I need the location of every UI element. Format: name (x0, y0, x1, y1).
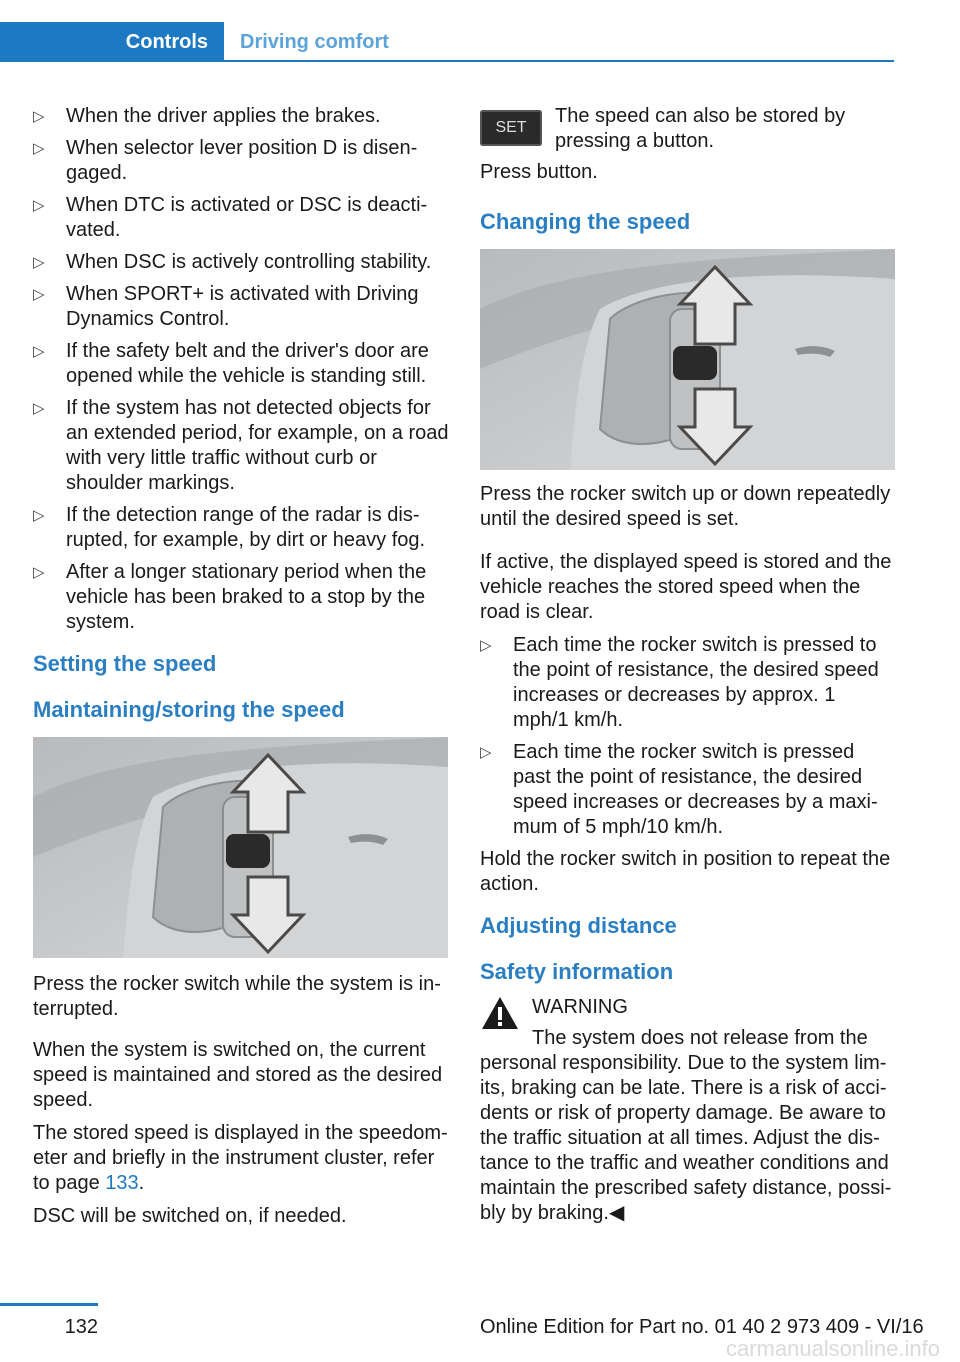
heading-maintaining-speed: Maintaining/storing the speed (33, 697, 345, 722)
warning-text: The system does not release from the personal responsibility. Due to the system lim-its, braking can be late. There is a risk of acci-dents or risk of property damage. Be aware to the traffic situation at all times. Adjust the dis-tance to the traffic and weather conditions and maintain the prescribed safety distance, possi-bly by braking.◀ (480, 1027, 892, 1224)
list-item: ▷ Each time the rocker switch is pressed past the point of resistance, the desired speed increases or decreases by a maxi-mum of 5 mph/10 km/h. (480, 741, 878, 838)
list-item: ▷ When DSC is actively controlling stability. (33, 251, 432, 273)
heading-changing-speed: Changing the speed (480, 209, 691, 234)
triangle-right-icon: ▷ (33, 286, 45, 303)
list-item: ▷ If the detection range of the radar is dis-rupted, for example, by dirt or heavy fog. (33, 504, 426, 551)
list-item: ▷ If the system has not detected objects for an extended period, for example, on a road with very little traffic without curb or shoulder markings. (33, 397, 449, 494)
list-item: ▷ When DTC is activated or DSC is deacti-vated. (33, 194, 428, 241)
para-if-active: If active, the displayed speed is stored and the vehicle reaches the stored speed when the road is clear. (480, 551, 892, 623)
list-item: ▷ Each time the rocker switch is pressed to the point of resistance, the desired speed increases or decreases by approx. 1 mph/1 km/h. (480, 634, 879, 731)
para-dsc: DSC will be switched on, if needed. (33, 1205, 347, 1227)
triangle-right-icon: ▷ (480, 744, 492, 761)
steering-wheel-rocker-image (33, 737, 448, 958)
steering-wheel-illustration (33, 737, 448, 958)
heading-adjusting-distance: Adjusting distance (480, 913, 677, 938)
para-stored-speed: The stored speed is displayed in the speedom-eter and briefly in the instrument cluster, refer to page 133. (33, 1122, 448, 1194)
set-text: The speed can also be stored by pressing a button. (555, 105, 846, 152)
set-button-row (480, 104, 896, 154)
para-switched-on: When the system is switched on, the current speed is maintained and stored as the desired speed. (33, 1039, 443, 1111)
list-item: ▷ When selector lever position D is disen-gaged. (33, 137, 418, 184)
triangle-right-icon: ▷ (480, 637, 492, 654)
page-link-133[interactable]: 133 (105, 1172, 139, 1194)
heading-setting-speed: Setting the speed (33, 651, 217, 676)
watermark: carmanualsonline.info (725, 1336, 940, 1361)
list-item: ▷ After a longer stationary period when the vehicle has been braked to a stop by the system. (33, 561, 427, 633)
steering-wheel-illustration (480, 249, 895, 470)
header-subsection-tab: Driving comfort (224, 22, 894, 62)
para-rocker-interrupted: Press the rocker switch while the system is in-terrupted. (33, 973, 441, 1020)
page-number: 132 (64, 1316, 98, 1338)
list-item: ▷ When SPORT+ is activated with Driving Dynamics Control. (33, 283, 419, 330)
warning-label: WARNING (532, 996, 628, 1018)
warning-triangle-icon (480, 995, 520, 1031)
triangle-right-icon: ▷ (33, 507, 45, 524)
press-button-text: Press button. (480, 161, 598, 183)
steering-wheel-rocker-image-2 (480, 249, 895, 470)
triangle-right-icon: ▷ (33, 108, 45, 125)
footer-edition: Online Edition for Part no. 01 40 2 973 409 - VI/16 (480, 1316, 924, 1338)
footer-rule (0, 1303, 98, 1306)
left-column (33, 104, 449, 1229)
para-hold: Hold the rocker switch in position to repeat the action. (480, 848, 891, 895)
triangle-right-icon: ▷ (33, 197, 45, 214)
triangle-right-icon: ▷ (33, 343, 45, 360)
heading-safety-information: Safety information (480, 959, 674, 984)
triangle-right-icon: ▷ (33, 254, 45, 271)
triangle-right-icon: ▷ (33, 400, 45, 417)
para-rocker-repeat: Press the rocker switch up or down repeatedly until the desired speed is set. (480, 483, 891, 530)
set-button-icon: SET (480, 110, 542, 146)
triangle-right-icon: ▷ (33, 564, 45, 581)
list-item: ▷ When the driver applies the brakes. (33, 105, 381, 127)
triangle-right-icon: ▷ (33, 140, 45, 157)
warning-row (480, 995, 896, 1020)
list-item: ▷ If the safety belt and the driver's door are opened while the vehicle is standing still. (33, 340, 429, 387)
right-column (480, 104, 896, 1226)
header-section-tab: Controls (0, 22, 224, 62)
